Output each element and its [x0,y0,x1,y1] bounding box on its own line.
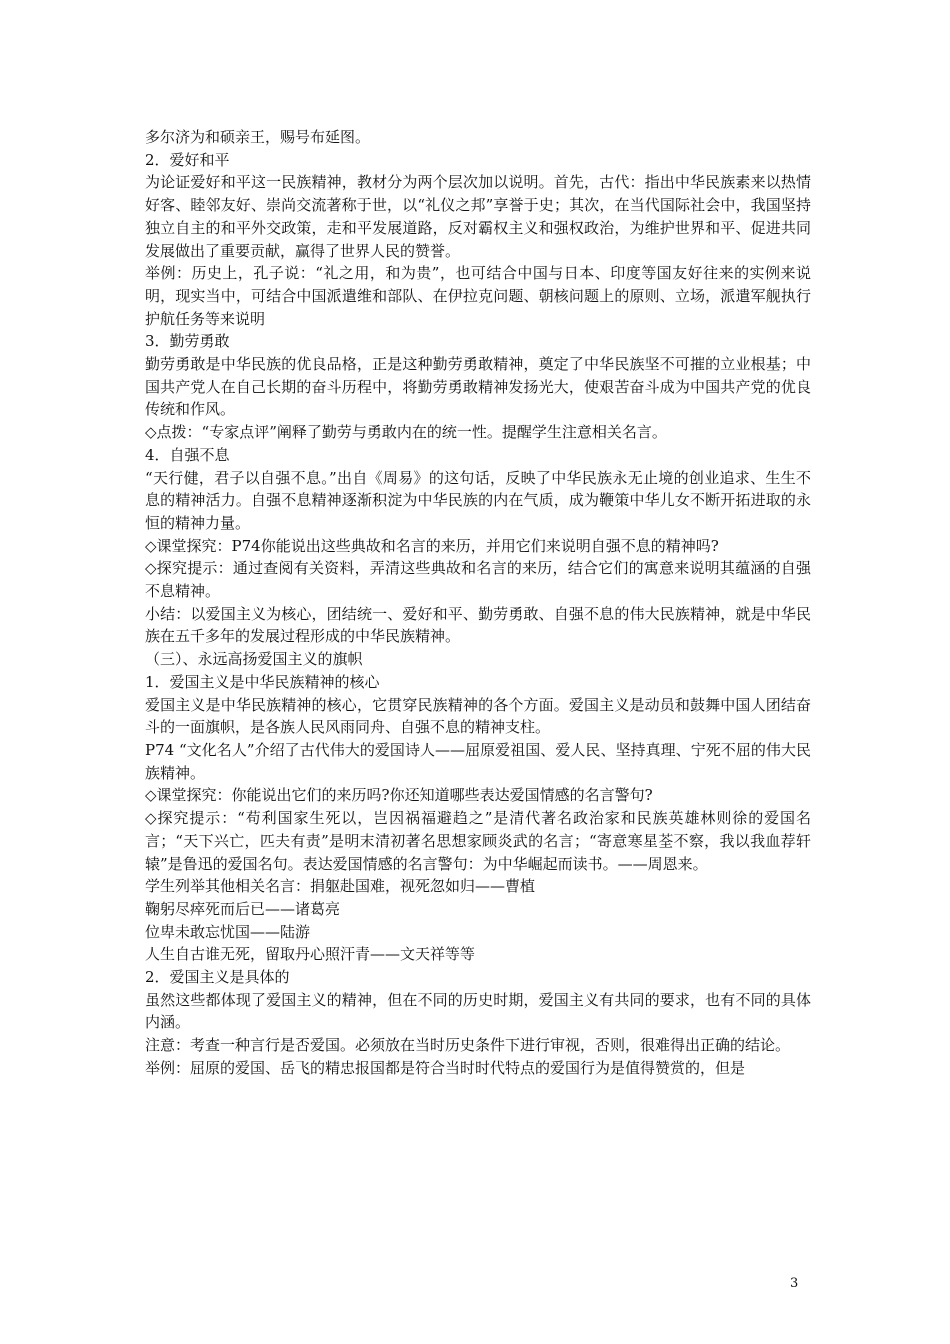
paragraph: ◇探究提示：通过查阅有关资料，弄清这些典故和名言的来历，结合它们的寓意来说明其蕴涵的自强不息精神。 [145,559,811,601]
paragraph: 位卑未敢忘忧国——陆游 [145,922,311,941]
paragraph: ◇探究提示：“苟利国家生死以，岂因祸福避趋之”是清代著名政治家和民族英雄林则徐的爱国名言；“天下兴亡，匹夫有责”是明末清初著名思想家顾炎武的名言；“寄意寒星荃不察，我以我血荐轩辕”是鲁迅的爱国名句。表达爱国情感的名言警句：为中华崛起而读书。——周恩来。 [145,809,811,873]
section-heading: 1．爱国主义是中华民族精神的核心 [145,672,380,691]
section-heading: 2．爱好和平 [145,150,230,169]
section-heading: 4．自强不息 [145,445,230,464]
section-heading: 2．爱国主义是具体的 [145,968,290,987]
page-body [145,126,811,1080]
paragraph: ◇点拨：“专家点评”阐释了勤劳与勇敢内在的统一性。提醒学生注意相关名言。 [145,423,667,442]
paragraph: 多尔济为和硕亲王，赐号布延图。 [145,128,371,146]
paragraph: ◇课堂探究：P74你能说出这些典故和名言的来历，并用它们来说明自强不息的精神吗? [145,536,719,555]
paragraph: ◇课堂探究：你能说出它们的来历吗?你还知道哪些表达爱国情感的名言警句? [145,786,653,805]
paragraph: 爱国主义是中华民族精神的核心，它贯穿民族精神的各个方面。爱国主义是动员和鼓舞中国人团结奋斗的一面旗帜，是各族人民风雨同舟、自强不息的精神支柱。 [145,695,811,737]
paragraph: 举例：历史上，孔子说：“礼之用，和为贵”，也可结合中国与日本、印度等国友好往来的实例来说明，现实当中，可结合中国派遣维和部队、在伊拉克问题、朝核问题上的原则、立场，派遣军舰执行护航任务等来说明 [145,264,811,328]
paragraph: 举例：屈原的爱国、岳飞的精忠报国都是符合当时时代特点的爱国行为是值得赞赏的，但是 [145,1058,746,1077]
section-heading: （三）、永远高扬爱国主义的旗帜 [145,650,363,669]
paragraph: 勤劳勇敢是中华民族的优良品格，正是这种勤劳勇敢精神，奠定了中华民族坚不可摧的立业根基；中国共产党人在自己长期的奋斗历程中，将勤劳勇敢精神发扬光大，使艰苦奋斗成为中国共产党的优良传统和作风。 [145,355,811,419]
paragraph: P74 “文化名人”介绍了古代伟大的爱国诗人——屈原爱祖国、爱人民、坚持真理、宁死不屈的伟大民族精神。 [145,740,811,782]
paragraph: “天行健，君子以自强不息。”出自《周易》的这句话，反映了中华民族永无止境的创业追求、生生不息的精神活力。自强不息精神逐渐积淀为中华民族的内在气质，成为鞭策中华儿女不断开拓进取的永恒的精神力量。 [145,468,811,532]
paragraph: 小结：以爱国主义为核心，团结统一、爱好和平、勤劳勇敢、自强不息的伟大民族精神，就是中华民族在五千多年的发展过程形成的中华民族精神。 [145,604,811,646]
paragraph: 为论证爱好和平这一民族精神，教材分为两个层次加以说明。首先，古代：指出中华民族素来以热情好客、睦邻友好、崇尚交流著称于世，以“礼仪之邦”享誉于史；其次，在当代国际社会中，我国坚持独立自主的和平外交政策，走和平发展道路，反对霸权主义和强权政治，为维护世界和平、促进共同发展做出了重要贡献，赢得了世界人民的赞誉。 [145,173,811,260]
paragraph: 注意：考查一种言行是否爱国。必须放在当时历史条件下进行审视，否则，很难得出正确的结论。 [145,1036,791,1055]
paragraph: 虽然这些都体现了爱国主义的精神，但在不同的历史时期，爱国主义有共同的要求，也有不同的具体内涵。 [145,990,811,1032]
section-heading: 3．勤劳勇敢 [145,332,230,351]
page-number: 3 [790,1276,799,1291]
paragraph: 学生列举其他相关名言：捐躯赴国难，视死忽如归——曹植 [145,877,536,896]
paragraph: 人生自古谁无死，留取丹心照汗青——文天祥等等 [145,945,476,964]
paragraph: 鞠躬尽瘁死而后已——诸葛亮 [145,899,341,918]
